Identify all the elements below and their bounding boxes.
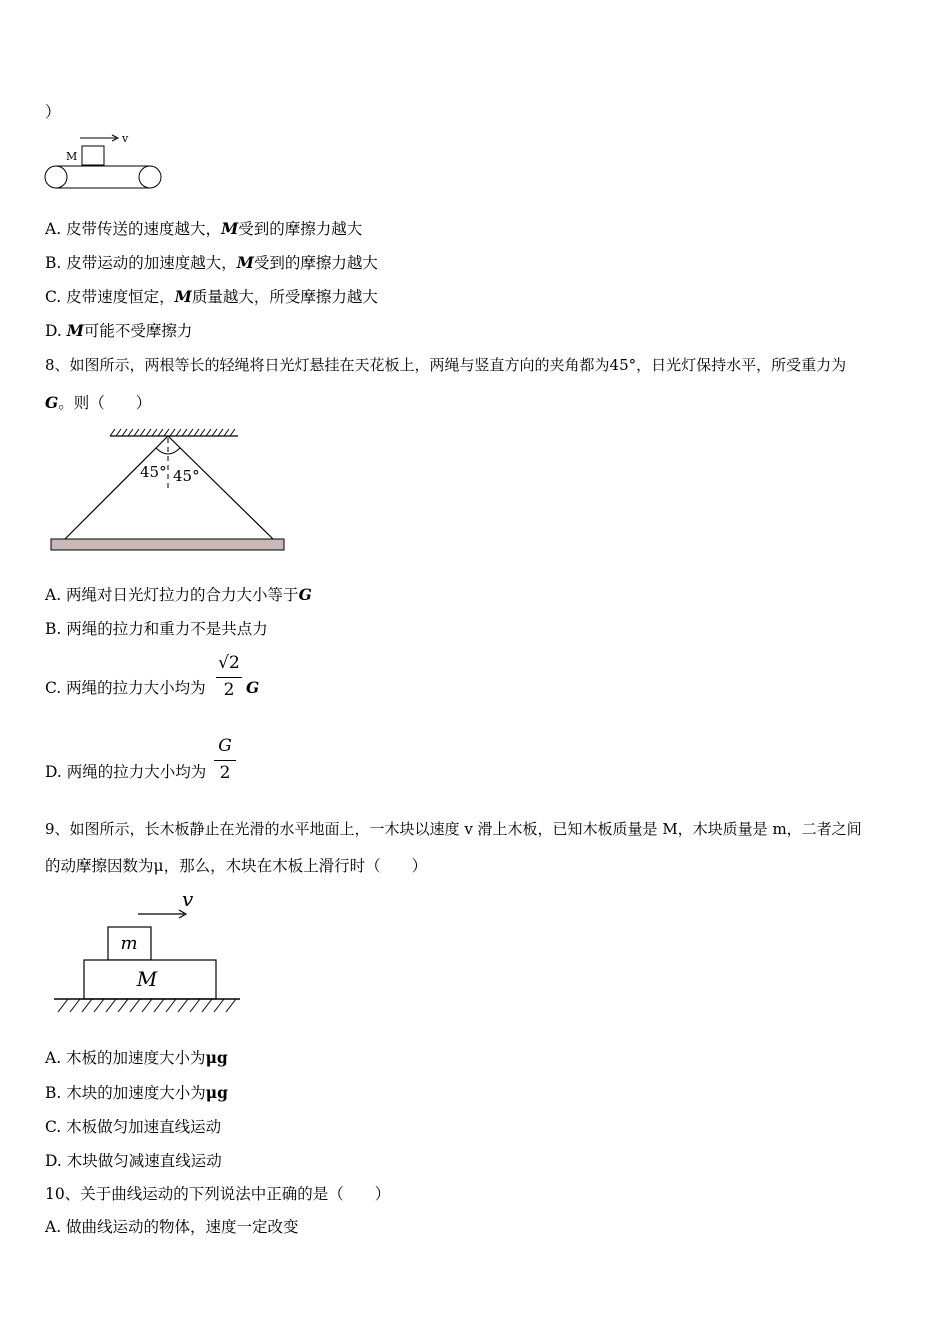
- q8-option-d-text: D. 两绳的拉力大小均为: [45, 763, 207, 781]
- q8-option-c-numerator: √2: [218, 653, 240, 673]
- q8-option-a-var: G: [298, 585, 312, 604]
- q9-option-b-tail: μg: [205, 1083, 228, 1102]
- q8-option-a-text: A. 两绳对日光灯拉力的合力大小等于: [45, 586, 299, 604]
- q9-big-block-label: M: [136, 967, 158, 991]
- q9-option-a: [45, 1048, 228, 1068]
- q8-angle-right: 45°: [173, 467, 200, 485]
- q7-stem-tail: ）: [45, 103, 61, 121]
- q8-stem-line2: [45, 393, 151, 413]
- q7-option-c-prefix: C. 皮带速度恒定，: [45, 288, 175, 306]
- q8-option-c-text: C. 两绳的拉力大小均为: [45, 679, 206, 697]
- q8-stem-line1: 8、如图所示，两根等长的轻绳将日光灯悬挂在天花板上，两绳与竖直方向的夹角都为45°，日光灯保持水平，所受重力为: [45, 356, 847, 374]
- q7-option-d: [45, 321, 192, 341]
- q8-lamp-figure: [48, 424, 288, 554]
- q8-option-d-numerator: G: [218, 736, 232, 756]
- q7-option-c-suffix: 质量越大，所受摩擦力越大: [191, 288, 378, 306]
- q7-option-a-prefix: A. 皮带传送的速度越大，: [45, 220, 222, 238]
- q7-option-b-var: M: [236, 253, 254, 272]
- q9-velocity-label: v: [182, 887, 194, 911]
- q7-mass-label: M: [66, 150, 78, 163]
- q7-option-c-var: M: [174, 287, 192, 306]
- q7-conveyor-figure: [44, 128, 169, 194]
- q8-angle-left: 45°: [140, 463, 167, 481]
- q10-option-a: A. 做曲线运动的物体，速度一定改变: [45, 1218, 299, 1236]
- q8-stem-text: 。则（ ）: [58, 394, 152, 412]
- q8-option-d-fraction-bar: [214, 760, 236, 761]
- q7-option-d-var: M: [66, 321, 84, 340]
- q9-small-block-label: m: [120, 933, 138, 954]
- q7-option-a-var: M: [221, 219, 239, 238]
- q9-option-a-text: A. 木板的加速度大小为: [45, 1049, 206, 1067]
- q8-option-d: [45, 762, 206, 782]
- q9-block-board-figure: [52, 888, 244, 1018]
- q8-option-c-var: G: [246, 678, 260, 697]
- q7-option-d-suffix: 可能不受摩擦力: [83, 322, 193, 340]
- q9-option-a-tail: μg: [205, 1048, 228, 1067]
- q7-option-b: [45, 253, 378, 273]
- q10-stem: 10、关于曲线运动的下列说法中正确的是（ ）: [45, 1185, 391, 1203]
- q9-option-b: [45, 1083, 228, 1103]
- q8-stem-var: G: [45, 393, 59, 412]
- q7-option-b-suffix: 受到的摩擦力越大: [253, 254, 378, 272]
- q9-option-d: D. 木块做匀减速直线运动: [45, 1152, 222, 1170]
- q8-option-c-denominator: 2: [223, 680, 235, 700]
- q7-option-a-suffix: 受到的摩擦力越大: [238, 220, 363, 238]
- q9-stem-line1: 9、如图所示，长木板静止在光滑的水平地面上，一木块以速度 v 滑上木板，已知木板质量是 M，木块质量是 m，二者之间: [45, 820, 862, 838]
- q8-option-c-fraction-bar: [216, 677, 242, 678]
- q8-option-c: [45, 678, 206, 698]
- q9-stem-line2: 的动摩擦因数为μ，那么，木块在木板上滑行时（ ）: [45, 857, 428, 875]
- q8-option-b: B. 两绳的拉力和重力不是共点力: [45, 620, 268, 638]
- q7-option-a: [45, 219, 362, 239]
- q7-option-b-prefix: B. 皮带运动的加速度越大，: [45, 254, 237, 272]
- q7-option-c: [45, 287, 378, 307]
- q8-option-d-denominator: 2: [219, 763, 231, 783]
- q9-option-c: C. 木板做匀加速直线运动: [45, 1118, 222, 1136]
- q8-option-a: [45, 585, 312, 605]
- q7-option-d-prefix: D.: [45, 322, 67, 340]
- q7-velocity-label: v: [122, 132, 129, 145]
- q9-option-b-text: B. 木块的加速度大小为: [45, 1084, 206, 1102]
